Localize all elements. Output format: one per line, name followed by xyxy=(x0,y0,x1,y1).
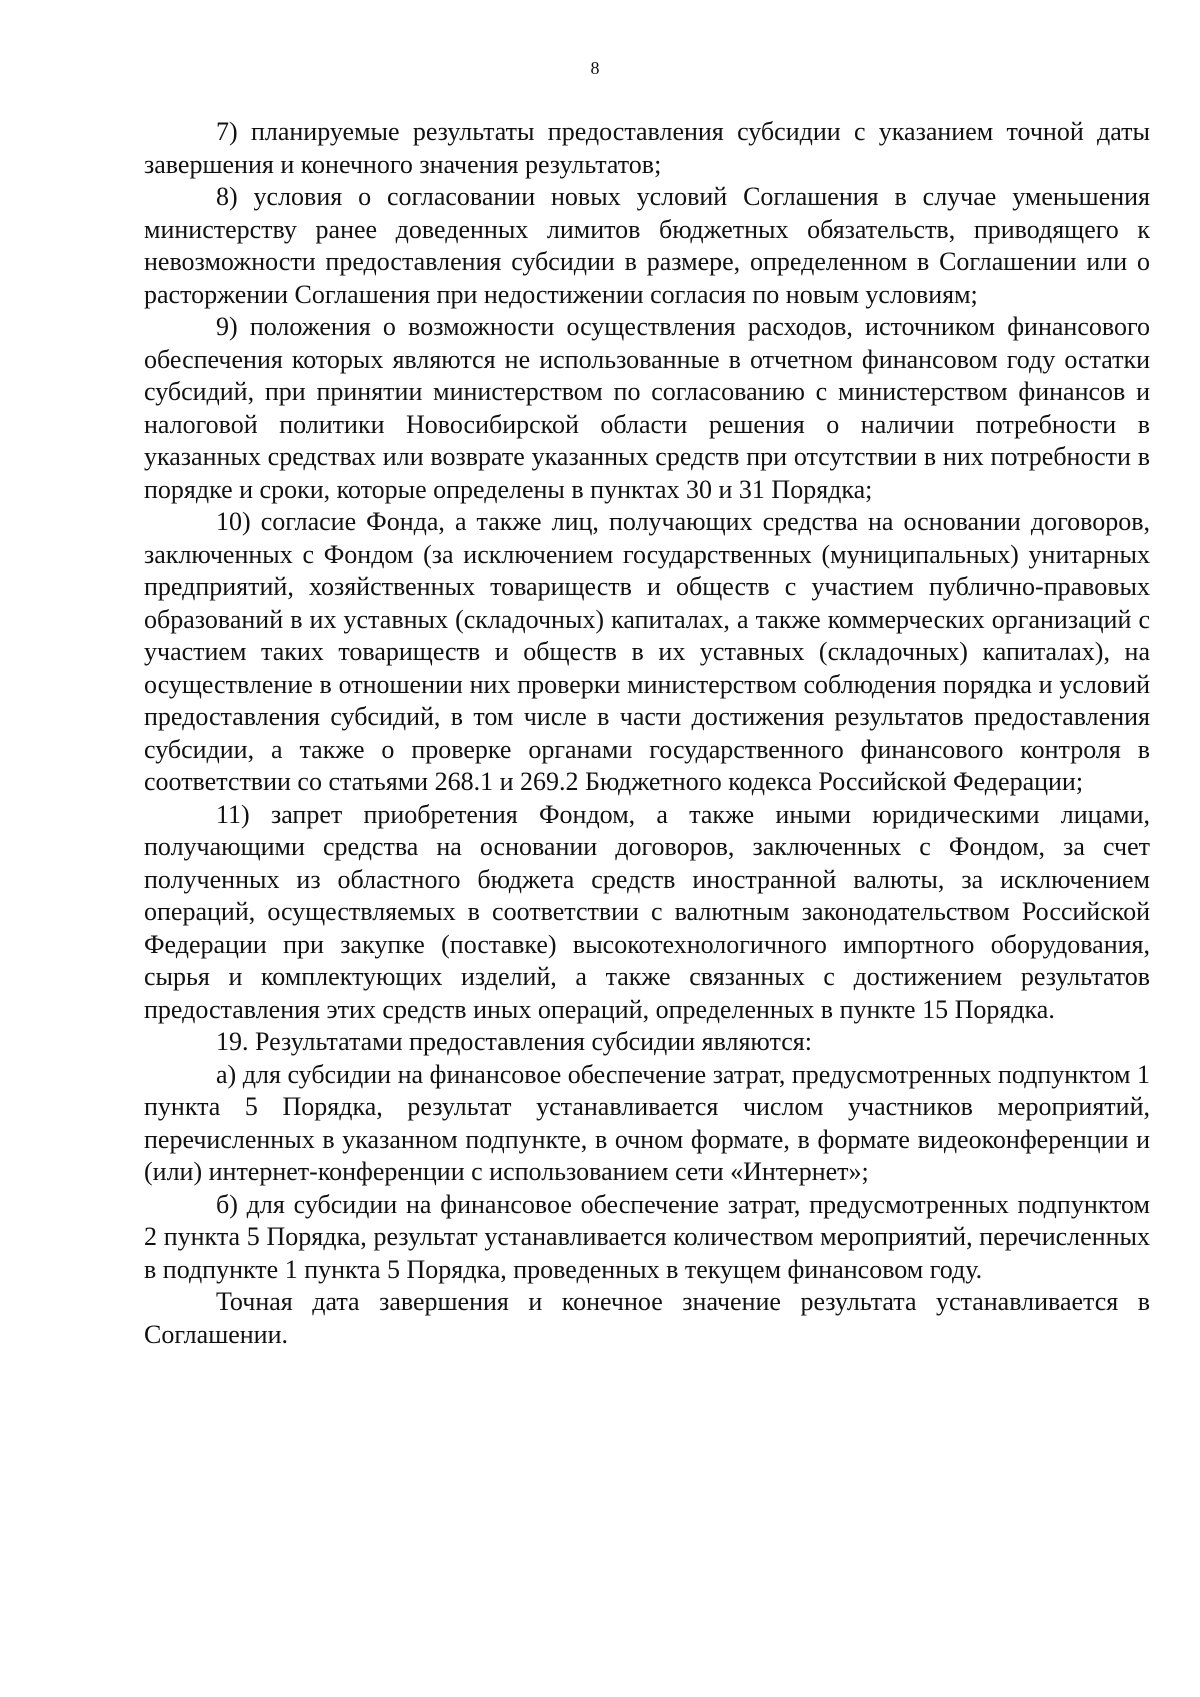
paragraph-subitem-a: а) для субсидии на финансовое обеспечение затрат, предусмотренных подпунктом 1 пункта 5 Порядка, результат устанавливается числом участников мероприятий, перечисленных в указанном подпункте, в очном формате, в формате видеоконференции и (или) интернет-конференции с использованием сети «Интернет»; xyxy=(144,1059,1150,1186)
paragraph-item-11: 11) запрет приобретения Фондом, а также иными юридическими лицами, получающими средства на основании договоров, заключенных с Фондом, за счет полученных из областного бюджета средств иностранной валюты, за исключением операций, осуществляемых в соответствии с валютным законодательством Российской Федерации при закупке (поставке) высокотехнологичного импортного оборудования, сырья и комплектующих изделий, а также связанных с достижением результатов предоставления этих средств иных операций, определенных в пункте 15 Порядка. xyxy=(144,799,1150,1024)
paragraph-item-10: 10) согласие Фонда, а также лиц, получающих средства на основании договоров, заключенных с Фондом (за исключением государственных (муниципальных) унитарных предприятий, хозяйственных товариществ и обществ с участием публично-правовых образований в их уставных (складочных) капиталах, а также коммерческих организаций с участием таких товариществ и обществ в их уставных (складочных) капиталах), на осуществление в отношении них проверки министерством соблюдения порядка и условий предоставления субсидий, в том числе в части достижения результатов предоставления субсидии, а также о проверке органами государственного финансового контроля в соответствии со статьями 268.1 и 269.2 Бюджетного кодекса Российской Федерации; xyxy=(144,507,1150,796)
paragraph-final-note: Точная дата завершения и конечное значение результата устанавливается в Соглашении. xyxy=(144,1287,1150,1349)
page-number: 8 xyxy=(590,58,600,78)
document-body xyxy=(144,116,1150,1351)
paragraph-clause-19: 19. Результатами предоставления субсидии являются: xyxy=(216,1027,812,1056)
paragraph-item-8: 8) условия о согласовании новых условий Соглашения в случае уменьшения министерству ранее доведенных лимитов бюджетных обязательств, приводящего к невозможности предоставления субсидии в размере, определенном в Соглашении или о расторжении Соглашения при недостижении согласия по новым условиям; xyxy=(144,182,1150,309)
paragraph-item-7: 7) планируемые результаты предоставления субсидии с указанием точной даты завершения и конечного значения результатов; xyxy=(144,117,1150,179)
paragraph-subitem-b: б) для субсидии на финансовое обеспечение затрат, предусмотренных подпунктом 2 пункта 5 Порядка, результат устанавливается количеством мероприятий, перечисленных в подпункте 1 пункта 5 Порядка, проведенных в текущем финансовом году. xyxy=(144,1189,1150,1284)
paragraph-item-9: 9) положения о возможности осуществления расходов, источником финансового обеспечения которых являются не использованные в отчетном финансовом году остатки субсидий, при принятии министерством по согласованию с министерством финансов и налоговой политики Новосибирской области решения о наличии потребности в указанных средствах или возврате указанных средств при отсутствии в них потребности в порядке и сроки, которые определены в пунктах 30 и 31 Порядка; xyxy=(144,312,1150,504)
